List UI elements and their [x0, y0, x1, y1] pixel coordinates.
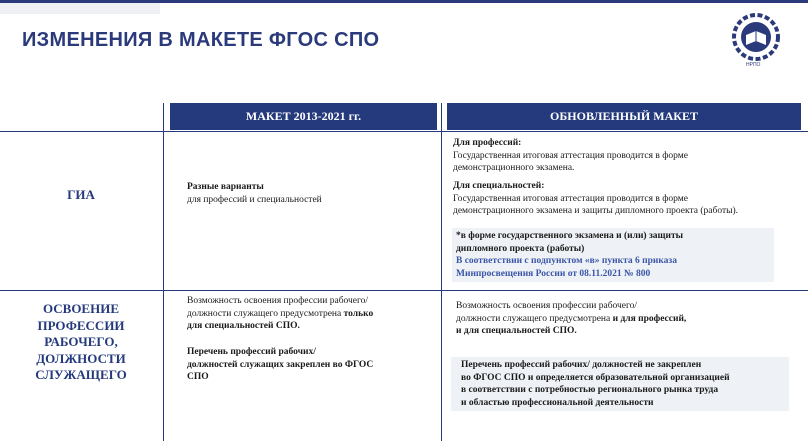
row-label-mastering-profession: ОСВОЕНИЕ ПРОФЕССИИ РАБОЧЕГО, ДОЛЖНОСТИ СЛУЖАЩЕГО: [35, 301, 127, 382]
new-mastering-text: Возможность освоения профессии рабочего/ должности служащего предусмотрена и для профессий, и для специальностей СПО.: [456, 301, 687, 336]
old-mastering-text: Возможность освоения профессии рабочего/ должности служащего предусмотрена только для специальностей СПО.: [187, 296, 374, 331]
gia-footnote: *в форме государственного экзамена и (или) защиты дипломного проекта (работы) В соответствии с подпунктом «в» пункта 6 приказа Минпросвещения России от 08.11.2021 № 800: [452, 228, 774, 282]
old-gia-text: Разные варианты для профессий и специальностей: [187, 182, 322, 205]
new-gia-professions: Для профессий: Государственная итоговая аттестация проводится в форме демонстрационного экзамена.: [453, 138, 688, 173]
new-gia-specialties: Для специальностей: Государственная итоговая аттестация проводится в форме демонстрационного экзамена и защиты дипломного проекта (работы).: [453, 181, 739, 216]
column-header-old: МАКЕТ 2013-2021 гг.: [170, 103, 437, 130]
table-divider-col2: [441, 103, 442, 441]
column-header-new: ОБНОВЛЕННЫЙ МАКЕТ: [447, 103, 801, 130]
top-bar: [0, 0, 808, 3]
organization-logo-icon: [731, 12, 781, 62]
row-label-gia: ГИА: [67, 187, 95, 202]
table-divider-middle: [0, 290, 808, 291]
mastering-note: Перечень профессий рабочих/ должностей не закреплен во ФГОС СПО и определяется образовательной организацией в соответствии с потребностью регионального рынка труда и областью профессиональной деятельности: [451, 357, 789, 411]
old-mastering-list: Перечень профессий рабочих/ должностей служащих закреплен во ФГОС СПО: [187, 347, 374, 382]
table-divider-col1: [163, 103, 164, 441]
table-divider-top: [0, 131, 808, 132]
logo-caption: НРПО: [746, 62, 761, 68]
slide-title: ИЗМЕНЕНИЯ В МАКЕТЕ ФГОС СПО: [22, 29, 380, 51]
